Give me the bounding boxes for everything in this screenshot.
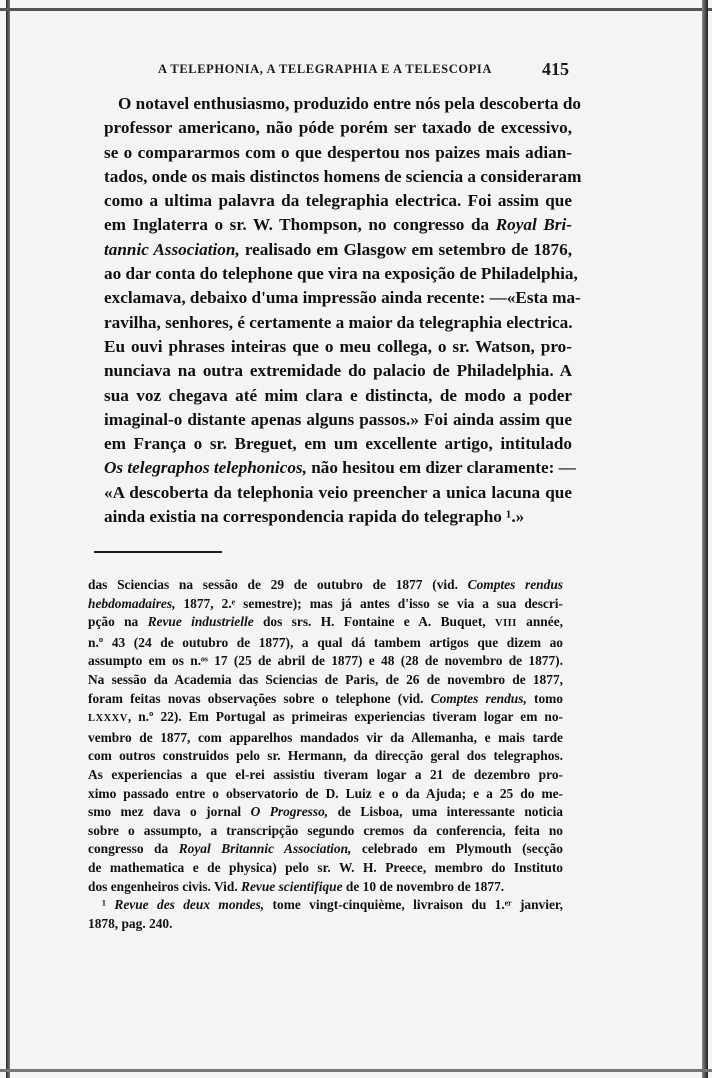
footnotes	[88, 576, 563, 933]
footnote-line: ¹ Revue des deux mondes, tome vingt-cinquième, livraison du 1.ᵉʳ janvier,	[102, 897, 563, 913]
text-line: professor americano, não póde porém ser taxado de excessivo,	[104, 118, 572, 138]
text-line: Eu ouvi phrases inteiras que o meu collega, o sr. Watson, pro-	[104, 336, 572, 356]
footnote-line: smo mez dava o jornal O Progresso, de Lisboa, uma interessante noticia	[88, 804, 563, 820]
text-line: Os telegraphos telephonicos, não hesitou em dizer claramente: —	[104, 458, 576, 478]
footnote-line: pção na Revue industrielle dos srs. H. Fontaine e A. Buquet, VIII année,	[88, 614, 563, 630]
page-shadow-left	[6, 0, 10, 1078]
text-line: ravilha, senhores, é certamente a maior da telegraphia electrica.	[104, 312, 573, 332]
text-line: «A descoberta da telephonia veio preencher a unica lacuna que	[104, 482, 572, 502]
running-header: A TELEPHONIA, A TELEGRAPHIA E A TELESCOPIA	[158, 62, 492, 76]
text-line: nunciava na outra extremidade do palacio de Philadelphia. A	[104, 361, 572, 381]
footnote-line: hebdomadaires, 1877, 2.ᵉ semestre); mas já antes d'isso se via a sua descri-	[88, 595, 563, 611]
footnote-line: das Sciencias na sessão de 29 de outubro de 1877 (vid. Comptes rendus	[88, 577, 563, 592]
footnote-line: de mathematica e de physica) pelo sr. W. H. Preece, membro do Instituto	[88, 859, 563, 875]
text-line: ao dar conta do telephone que vira na exposição de Philadelphia,	[104, 264, 578, 284]
text-line: tannic Association, realisado em Glasgow em setembro de 1876,	[104, 239, 573, 259]
text-line: em França o sr. Breguet, em um excellente artigo, intitulado	[104, 434, 572, 454]
text-line: sua voz chegava até mim clara e distincta, de modo a poder	[104, 385, 572, 405]
footnote-line: sobre o assumpto, a transcripção segundo cremos da conferencia, feita no	[88, 822, 563, 838]
footnote-separator	[94, 551, 222, 553]
main-paragraph	[104, 92, 582, 529]
text-line: exclamava, debaixo d'uma impressão ainda recente: —«Esta ma-	[104, 288, 581, 308]
footnote-line: 1878, pag. 240.	[88, 915, 173, 931]
text-line: ainda existia na correspondencia rapida do telegrapho ¹.»	[104, 507, 525, 527]
text-line: se o compararmos com o que despertou nos paizes mais adian-	[104, 142, 572, 162]
footnote-line: As experiencias a que el-rei assistiu tiveram logar a 21 de dezembro pro-	[88, 766, 563, 782]
text-line: como a ultima palavra da telegraphia electrica. Foi assim que	[104, 191, 572, 211]
page-shadow-bottom	[0, 1069, 712, 1072]
text-line: tados, onde os mais distinctos homens de sciencia a consideraram	[104, 166, 582, 186]
footnote-line: foram feitas novas observações sobre o telephone (vid. Comptes rendus, tomo	[88, 690, 564, 706]
text-line: imaginal-o distante apenas alguns passos.» Foi ainda assim que	[104, 409, 572, 429]
footnote-line: n.º 43 (24 de outubro de 1877), a qual dá tambem artigos que dizem ao	[88, 634, 563, 650]
footnote-line: LXXXV, n.º 22). Em Portugal as primeiras experiencias tiveram logar em no-	[88, 709, 563, 725]
page-shadow-right	[702, 0, 708, 1078]
footnote-line: congresso da Royal Britannic Association, celebrado em Plymouth (secção	[88, 841, 563, 857]
footnote-line: vembro de 1877, com apparelhos mandados vir da Allemanha, e mais tarde	[88, 729, 563, 745]
text-line: em Inglaterra o sr. W. Thompson, no congresso da Royal Bri-	[104, 215, 572, 235]
page-shadow-top	[0, 8, 712, 11]
footnote-line: com outros construidos pelo sr. Hermann, da direcção geral dos telegraphos.	[88, 748, 563, 764]
footnote-line: Na sessão da Academia das Sciencias de Paris, de 26 de novembro de 1877,	[88, 671, 563, 687]
footnote-line: dos engenheiros civis. Vid. Revue scientifique de 10 de novembro de 1877.	[88, 878, 505, 894]
footnote-line: assumpto em os n.ᵒˢ 17 (25 de abril de 1877) e 48 (28 de novembro de 1877).	[88, 653, 563, 669]
footnote-line: ximo passado entre o observatorio de D. Luiz e o da Ajuda; e a 25 do me-	[88, 785, 563, 801]
text-line: O notavel enthusiasmo, produzido entre nós pela descoberta do	[118, 94, 581, 113]
page-number: 415	[542, 59, 569, 79]
